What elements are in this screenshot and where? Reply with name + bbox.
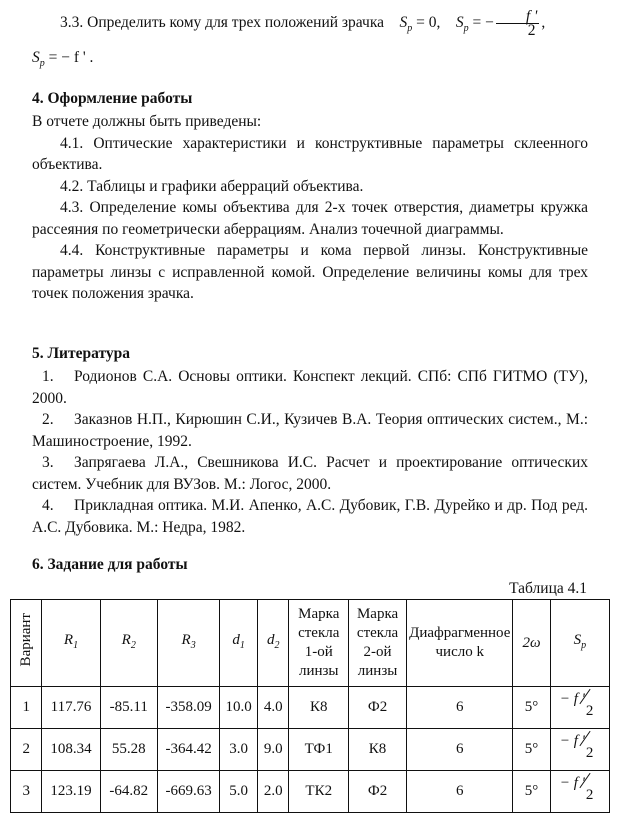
cell-d1: 5.0 — [220, 771, 258, 813]
header-r2: $R_2$ — [100, 600, 157, 687]
header-glass2: Марка стекла 2-ой линзы — [349, 600, 407, 687]
table-row — [11, 771, 610, 813]
cell-sp: − f ' 2 — [550, 687, 609, 729]
item-3-3-text: 3.3. Определить кому для трех положений зрачка — [60, 14, 385, 31]
section-4-item: 4.1. Оптические характеристики и конструктивные параметры склеенного объектива. — [32, 134, 588, 173]
literature-list — [32, 366, 588, 538]
cell-glass1: К8 — [289, 687, 349, 729]
header-d2: $d_2$ — [258, 600, 289, 687]
cell-d2: 4.0 — [258, 687, 289, 729]
cell-r1: 123.19 — [42, 771, 100, 813]
cell-sp: − f ' 2 — [550, 771, 609, 813]
item-3-3 — [32, 8, 588, 78]
header-d1: $d_1$ — [220, 600, 258, 687]
cell-omega: 5° — [513, 687, 550, 729]
cell-variant: 3 — [11, 771, 42, 813]
table-header-row — [11, 600, 610, 687]
cell-d1: 3.0 — [220, 729, 258, 771]
header-r1: $R_1$ — [42, 600, 100, 687]
cell-variant: 2 — [11, 729, 42, 771]
header-variant: Вариант — [11, 600, 42, 687]
header-aperture: Диафрагменное число k — [407, 600, 513, 687]
formula-sp-minus-f: $S_p$ = − f ' . — [32, 49, 94, 70]
formula-sp-half: $S_p$ = − $\frac{f '}{2}$ , — [455, 7, 546, 39]
section-4-intro: В отчете должны быть приведены: — [32, 113, 262, 130]
section-5-title: 5. Литература — [32, 345, 130, 362]
cell-omega: 5° — [513, 729, 550, 771]
cell-r2: -85.11 — [100, 687, 157, 729]
table-row — [11, 687, 610, 729]
section-4-item: 4.4. Конструктивные параметры и кома первой линзы. Конструктивные параметры линзы с исправленной комой. Определение величины комы для трех точек положения зрачка. — [32, 242, 588, 302]
literature-item: 2. Заказнов Н.П., Кирюшин С.И., Кузичев В.А. Теория оптических систем., М.: Машиностроение, 1992. — [32, 411, 588, 450]
cell-glass2: Ф2 — [349, 687, 407, 729]
cell-r1: 108.34 — [42, 729, 100, 771]
cell-aperture: 6 — [407, 687, 513, 729]
cell-r3: -364.42 — [157, 729, 219, 771]
cell-r3: -358.09 — [157, 687, 219, 729]
cell-variant: 1 — [11, 687, 42, 729]
cell-glass2: К8 — [349, 729, 407, 771]
section-4-item: 4.2. Таблицы и графики аберраций объектива. — [60, 177, 364, 195]
section-4-title: 4. Оформление работы — [32, 90, 193, 107]
parameters-table — [10, 599, 610, 813]
cell-r2: 55.28 — [100, 729, 157, 771]
section-4-item: 4.3. Определение комы объектива для 2-х точек отверстия, диаметры кружка рассеяния по геометрически аберрациям. Анализ точечной диаграммы. — [32, 199, 588, 238]
cell-sp: − f ' 2 — [550, 729, 609, 771]
header-glass1: Марка стекла 1-ой линзы — [289, 600, 349, 687]
cell-r2: -64.82 — [100, 771, 157, 813]
table-row — [11, 729, 610, 771]
cell-d2: 2.0 — [258, 771, 289, 813]
header-omega: 2ω — [513, 600, 550, 687]
table-caption: Таблица 4.1 — [509, 580, 587, 597]
cell-r3: -669.63 — [157, 771, 219, 813]
section-6-title: 6. Задание для работы — [32, 556, 188, 573]
formula-sp-zero: $S_p = 0$, — [399, 14, 441, 35]
cell-aperture: 6 — [407, 729, 513, 771]
literature-item: 1. Родионов С.А. Основы оптики. Конспект лекций. СПб: СПб ГИТМО (ТУ), 2000. — [32, 368, 588, 407]
literature-item: 3. Запрягаева Л.А., Свешникова И.С. Расчет и проектирование оптических систем. Учебник для ВУЗов. М.: Логос, 2000. — [32, 454, 588, 493]
cell-glass1: ТФ1 — [289, 729, 349, 771]
cell-r1: 117.76 — [42, 687, 100, 729]
cell-d2: 9.0 — [258, 729, 289, 771]
cell-glass1: ТК2 — [289, 771, 349, 813]
section-4-body — [32, 111, 588, 305]
cell-omega: 5° — [513, 771, 550, 813]
cell-d1: 10.0 — [220, 687, 258, 729]
literature-item: 4. Прикладная оптика. М.И. Апенко, А.С. Дубовик, Г.В. Дурейко и др. Под ред. А.С. Дубовика. М.: Недра, 1982. — [32, 497, 588, 536]
cell-glass2: Ф2 — [349, 771, 407, 813]
cell-aperture: 6 — [407, 771, 513, 813]
header-r3: $R_3$ — [157, 600, 219, 687]
header-sp: $S_p$ — [550, 600, 609, 687]
